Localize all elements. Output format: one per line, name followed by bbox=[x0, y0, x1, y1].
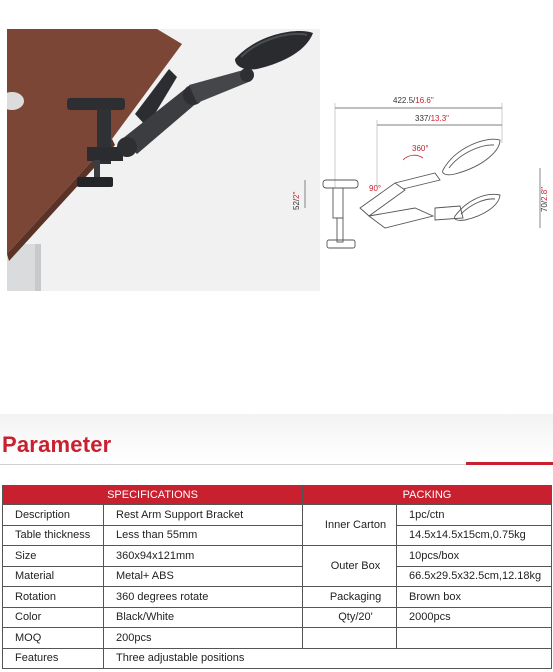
spec-label: Table thickness bbox=[3, 525, 104, 546]
packing-label: Qty/20' bbox=[303, 607, 397, 628]
inner-width-label: 337/13.3" bbox=[415, 114, 449, 123]
table-row bbox=[3, 525, 552, 546]
packing-value: Brown box bbox=[397, 587, 552, 608]
table-row bbox=[3, 628, 552, 649]
dimension-drawing bbox=[285, 88, 553, 263]
product-photo-illustration bbox=[7, 29, 320, 291]
spec-value: Three adjustable positions bbox=[104, 648, 552, 669]
packing-label: Outer Box bbox=[303, 546, 397, 587]
packing-header: PACKING bbox=[303, 486, 552, 505]
packing-value: 10pcs/box bbox=[397, 546, 552, 567]
specifications-header: SPECIFICATIONS bbox=[3, 486, 303, 505]
rotation-angle-label: 360° bbox=[412, 144, 429, 153]
left-height-label: 52/2" bbox=[292, 191, 301, 210]
spec-value: 360x94x121mm bbox=[104, 546, 303, 567]
tilt-angle-label: 90° bbox=[369, 184, 382, 193]
section-divider-accent bbox=[466, 462, 553, 465]
table-row bbox=[3, 607, 552, 628]
packing-value: 66.5x29.5x32.5cm,12.18kg bbox=[397, 566, 552, 587]
right-height-label: 70/2.8" bbox=[540, 186, 549, 212]
parameter-table bbox=[2, 485, 552, 669]
section-title: Parameter bbox=[2, 432, 112, 457]
spec-value: Black/White bbox=[104, 607, 303, 628]
spec-value: Less than 55mm bbox=[104, 525, 303, 546]
product-photo bbox=[7, 29, 320, 291]
spec-value: 360 degrees rotate bbox=[104, 587, 303, 608]
table-header-row bbox=[3, 486, 552, 505]
spec-value: Metal+ ABS bbox=[104, 566, 303, 587]
empty-cell bbox=[303, 628, 397, 649]
spec-value: Rest Arm Support Bracket bbox=[104, 505, 303, 526]
spec-label: Size bbox=[3, 546, 104, 567]
dimension-diagram bbox=[285, 88, 553, 263]
table-row bbox=[3, 648, 552, 669]
spec-value: 200pcs bbox=[104, 628, 303, 649]
packing-label: Packaging bbox=[303, 587, 397, 608]
spec-label: Rotation bbox=[3, 587, 104, 608]
table-row bbox=[3, 505, 552, 526]
empty-cell bbox=[397, 628, 552, 649]
packing-label: Inner Carton bbox=[303, 505, 397, 546]
packing-value: 14.5x14.5x15cm,0.75kg bbox=[397, 525, 552, 546]
packing-value: 1pc/ctn bbox=[397, 505, 552, 526]
table-row bbox=[3, 587, 552, 608]
table-row bbox=[3, 546, 552, 567]
spec-label: MOQ bbox=[3, 628, 104, 649]
spec-label: Description bbox=[3, 505, 104, 526]
spec-label: Color bbox=[3, 607, 104, 628]
packing-value: 2000pcs bbox=[397, 607, 552, 628]
spec-label: Features bbox=[3, 648, 104, 669]
table-row bbox=[3, 566, 552, 587]
spec-label: Material bbox=[3, 566, 104, 587]
overall-width-label: 422.5/16.6" bbox=[393, 96, 434, 105]
